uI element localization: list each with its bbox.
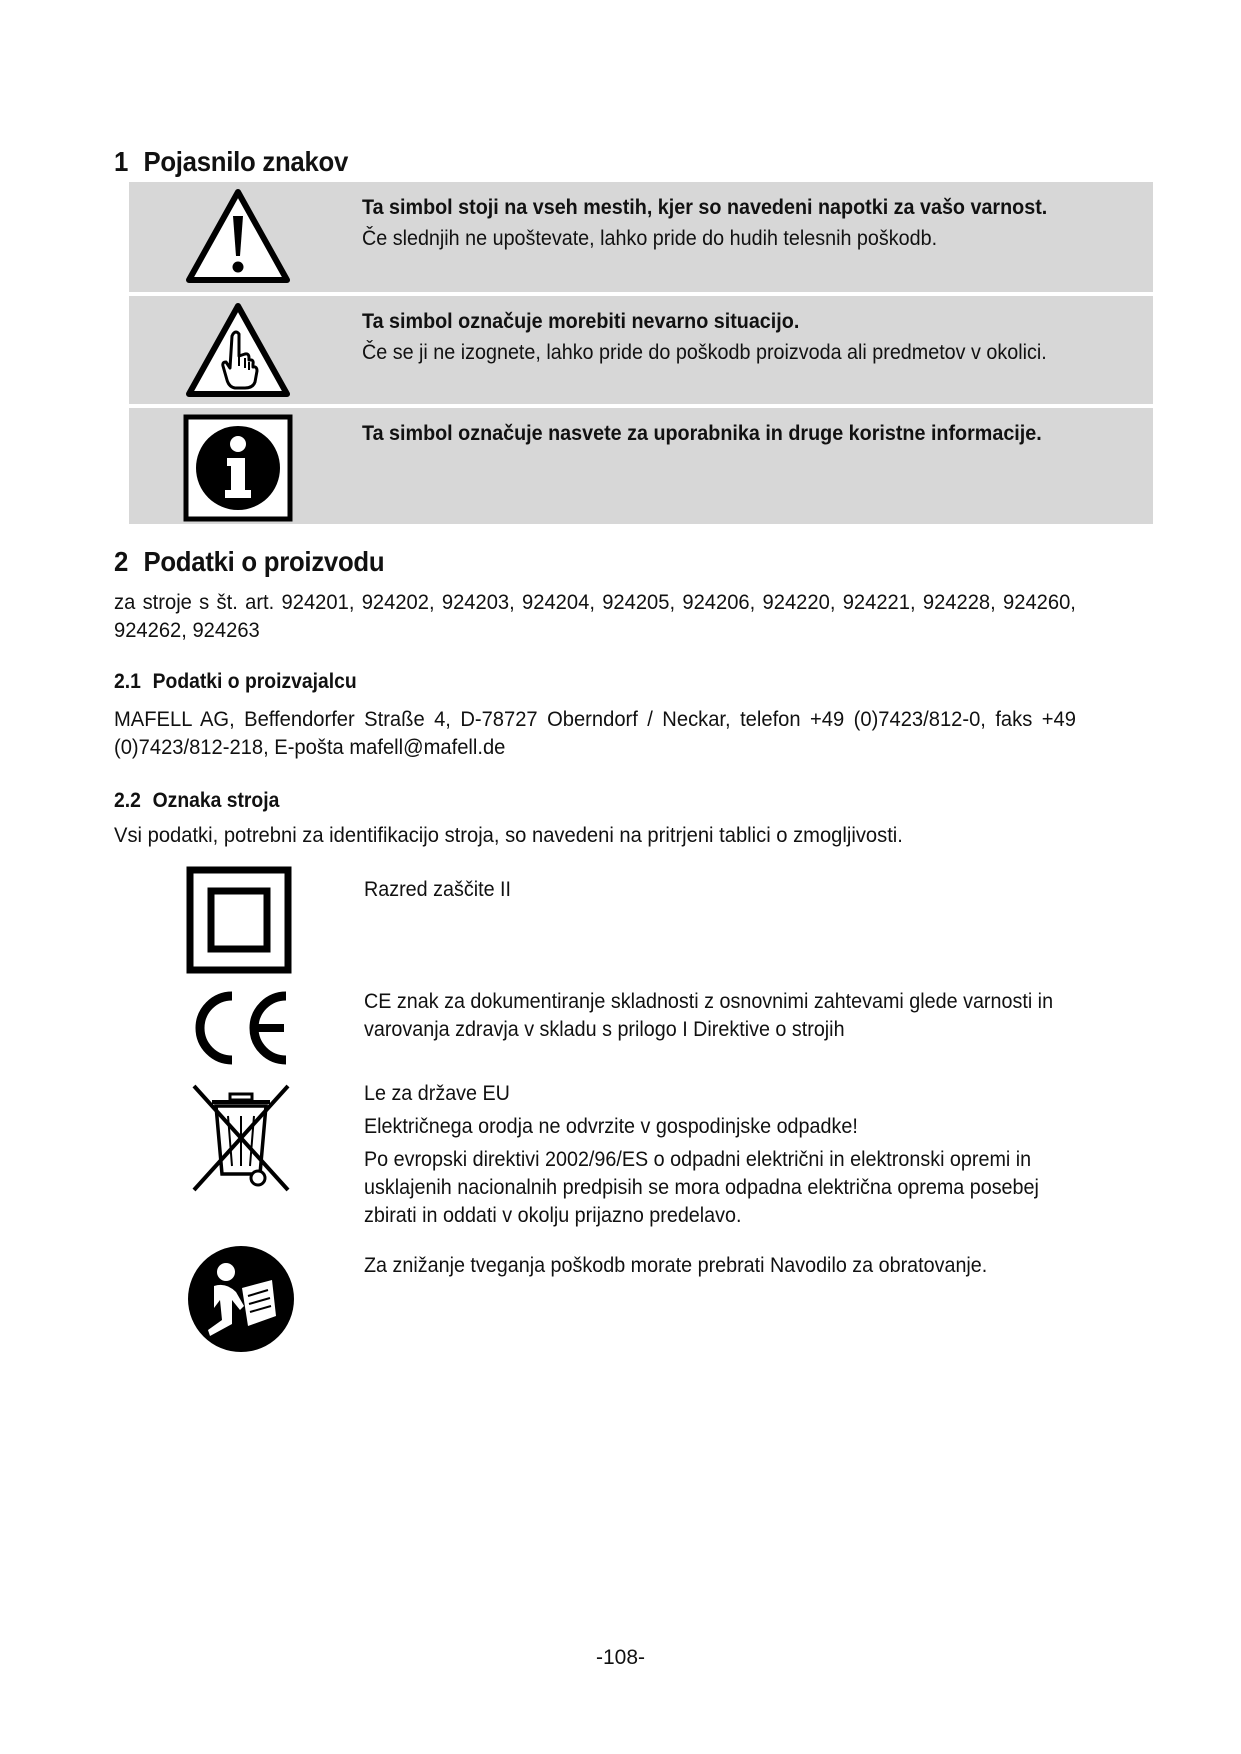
symbol-description [362, 192, 1086, 254]
mark-line: Razred zaščite II [364, 878, 512, 901]
subsection-number: 2.2 [114, 789, 141, 812]
symbol-row-info [129, 408, 1153, 524]
mark-description [364, 1080, 1078, 1235]
section-1-heading [114, 146, 348, 178]
page-number: -108- [595, 1646, 646, 1669]
caution-hand-icon [183, 300, 293, 405]
symbol-bold-text: Ta simbol označuje nasvete za uporabnika in druge koristne informacije. [362, 422, 1042, 445]
section-number: 2 [114, 546, 129, 577]
symbol-description [362, 306, 1086, 368]
section-number: 1 [114, 146, 129, 177]
symbol-row-warning [129, 182, 1153, 292]
section-title: Pojasnilo znakov [143, 146, 349, 177]
protection-class-ii-icon [186, 866, 292, 979]
read-manual-icon [186, 1244, 296, 1359]
article-numbers: za stroje s št. art. 924201, 924202, 924203, 924204, 924205, 924206, 924220, 924221, 924228, 924260, 924262, 924263 [114, 591, 1076, 642]
section-title: Podatki o proizvodu [143, 546, 385, 577]
mark-line: Električnega orodja ne odvrzite v gospodinjske odpadke! [364, 1115, 858, 1138]
subsection-2-1-heading [114, 670, 357, 694]
mark-description [364, 1252, 1078, 1285]
mark-line: CE znak za dokumentiranje skladnosti z osnovnimi zahtevami glede varnosti in varovanja zdravja v skladu s prilogo I Direktive o strojih [364, 990, 1054, 1041]
subsection-number: 2.1 [114, 670, 141, 693]
symbol-bold-text: Ta simbol označuje morebiti nevarno situacijo. [362, 310, 800, 333]
info-icon [183, 414, 293, 527]
ce-mark-icon [186, 988, 296, 1073]
manufacturer-info: MAFELL AG, Beffendorfer Straße 4, D-78727 Oberndorf / Neckar, telefon +49 (0)7423/812-0, faks +49 (0)7423/812-218, E-pošta mafell@mafell.de [114, 708, 1076, 759]
warning-triangle-icon [183, 186, 293, 291]
mark-line: Za znižanje tveganja poškodb morate prebrati Navodilo za obratovanje. [364, 1254, 988, 1277]
mark-line: Le za države EU [364, 1082, 510, 1105]
subsection-title: Podatki o proizvajalcu [152, 670, 357, 693]
mark-description [364, 988, 1078, 1049]
weee-crossed-bin-icon [186, 1082, 296, 1197]
subsection-2-2-heading [114, 789, 279, 813]
mark-description [364, 876, 1078, 909]
symbol-description [362, 418, 1086, 449]
section-2-heading [114, 546, 384, 578]
symbol-bold-text: Ta simbol stoji na vseh mestih, kjer so navedeni napotki za vašo varnost. [362, 196, 1048, 219]
symbol-row-caution [129, 296, 1153, 404]
mark-line: Po evropski direktivi 2002/96/ES o odpadni električni in elektronski opremi in usklajenih nacionalnih predpisih se mora odpadna električna oprema posebej zbirati in oddati v okolju prijazno predelavo. [364, 1148, 1039, 1227]
machine-marking-info: Vsi podatki, potrebni za identifikacijo stroja, so navedeni na pritrjeni tablici o zmogljivosti. [114, 824, 903, 847]
symbol-text: Če se ji ne izognete, lahko pride do poškodb proizvoda ali predmetov v okolici. [362, 341, 1047, 364]
subsection-title: Oznaka stroja [152, 789, 280, 812]
symbol-text: Če slednjih ne upoštevate, lahko pride do hudih telesnih poškodb. [362, 227, 938, 250]
